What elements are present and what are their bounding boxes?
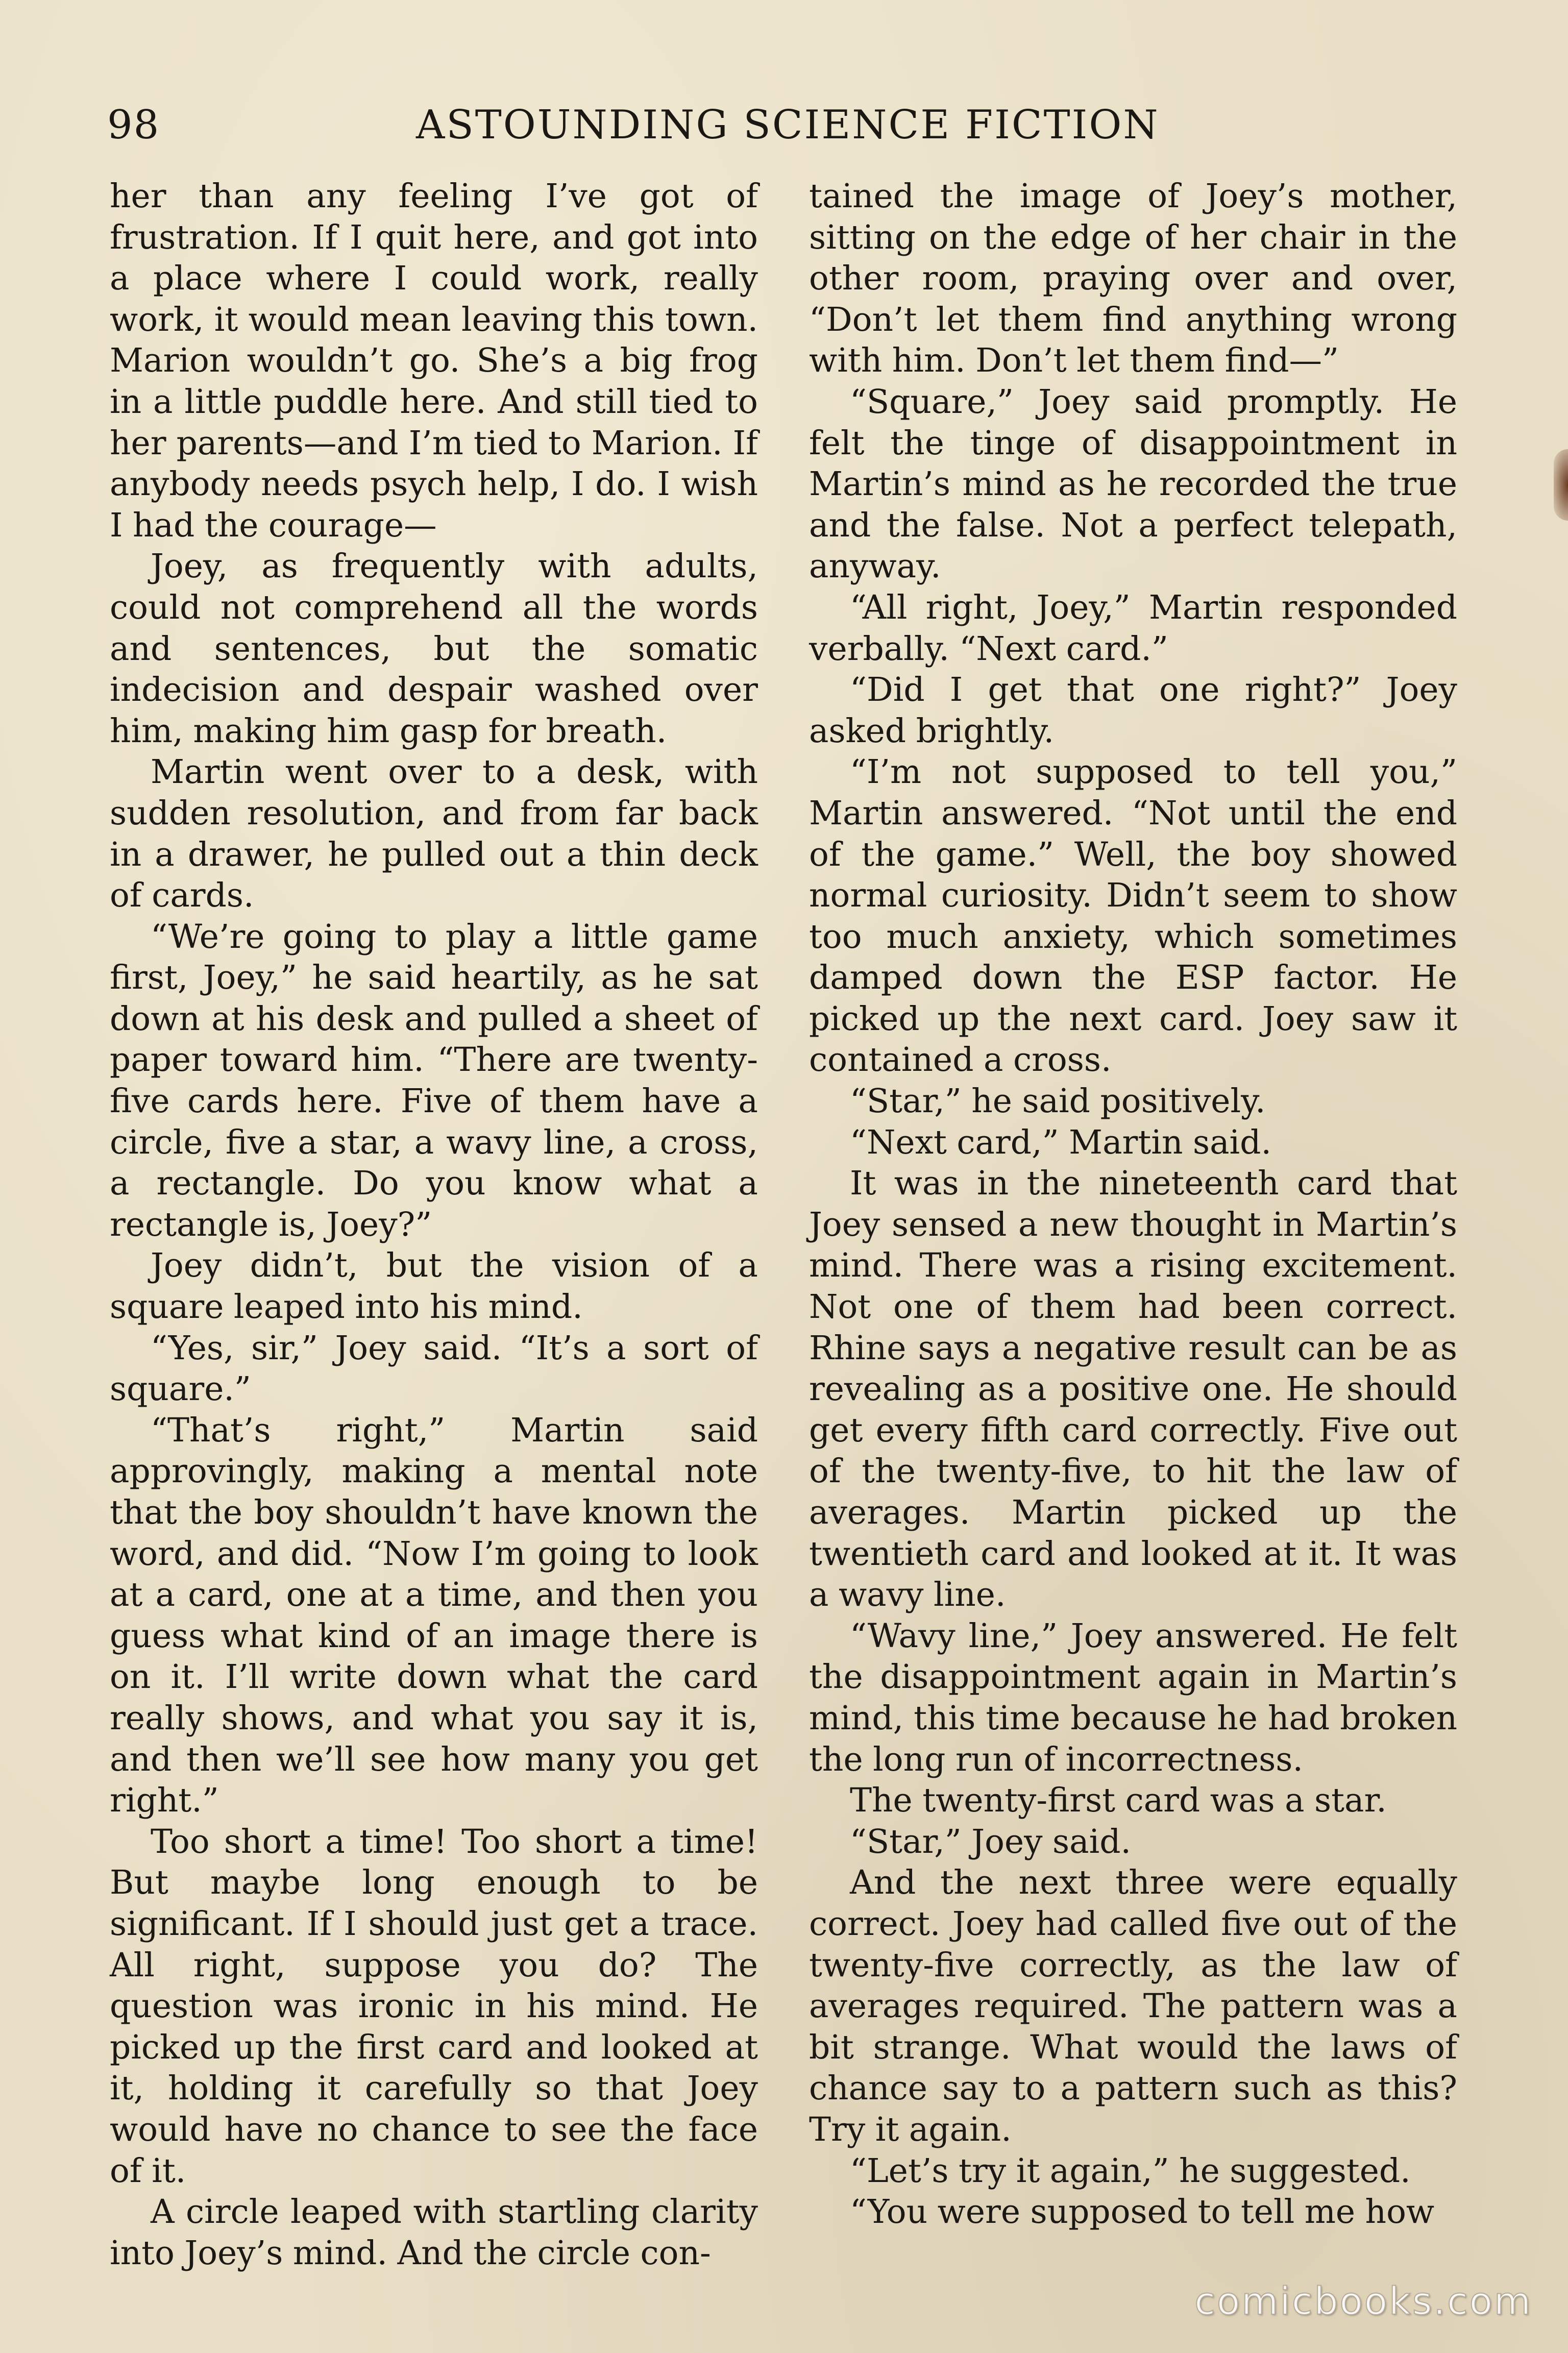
paragraph: Joey didn’t, but the vision of a square leaped into his mind. — [110, 1246, 758, 1327]
paragraph: “Next card,” Martin said. — [850, 1123, 1271, 1162]
paragraph: “Did I get that one right?” Joey asked brightly. — [809, 671, 1457, 750]
paragraph: It was in the nineteenth card that Joey sensed a new thought in Martin’s mind. There was a rising excitement. Not one of them had been correct. Rhine says a negative result can be as revealing as a positive one. He should get every fifth card correctly. Five out of the twenty-five, to hit the law of averages. Martin picked up the twentieth card and looked at it. It was a wavy line. — [809, 1164, 1457, 1614]
right-column — [809, 176, 1457, 2233]
paragraph: “Star,” Joey said. — [850, 1822, 1132, 1861]
paragraph: “Let’s try it again,” he suggested. — [850, 2151, 1411, 2190]
paragraph: “You were supposed to tell me how — [850, 2193, 1435, 2232]
paragraph: tained the image of Joey’s mother, sitting on the edge of her chair in the other room, praying over and over, “Don’t let them find anything wrong with him. Don’t let them find—” — [809, 177, 1457, 380]
paragraph: “Yes, sir,” Joey said. “It’s a sort of square.” — [110, 1329, 758, 1409]
paragraph: “All right, Joey,” Martin responded verbally. “Next card.” — [809, 588, 1457, 668]
paragraph: “Square,” Joey said promptly. He felt the tinge of disappointment in Martin’s mind as he recorded the true and the false. Not a perfect telepath, anyway. — [809, 382, 1457, 586]
paragraph: “That’s right,” Martin said approvingly, making a mental note that the boy shouldn’t have known the word, and did. “Now I’m going to look at a card, one at a time, and then you guess what kind of an image there is on it. I’ll write down what the card really shows, and what you say it is, and then we’ll see how many you get right.” — [110, 1411, 758, 1820]
watermark: comicbooks.com — [1194, 2280, 1532, 2323]
paragraph: “We’re going to play a little game first, Joey,” he said heartily, as he sat down at his desk and pulled a sheet of paper toward him. “There are twenty-five cards here. Five of them have a circle, five a star, a wavy line, a cross, a rectangle. Do you know what a rectangle is, Joey?” — [110, 917, 758, 1244]
paragraph: The twenty-first card was a star. — [850, 1781, 1387, 1820]
paragraph: And the next three were equally correct. Joey had called five out of the twenty-five correctly, as the law of averages required. The pattern was a bit strange. What would the laws of chance say to a pattern such as this? Try it again. — [809, 1864, 1457, 2149]
paragraph: Too short a time! Too short a time! But maybe long enough to be significant. If I should just get a trace. All right, suppose you do? The question was ironic in his mind. He picked up the first card and looked at it, holding it carefully so that Joey would have no chance to see the face of it. — [110, 1822, 758, 2190]
paragraph: A circle leaped with startling clarity into Joey’s mind. And the circle con- — [110, 2193, 758, 2272]
running-title: ASTOUNDING SCIENCE FICTION — [416, 102, 1160, 148]
page-edge-stain — [1554, 449, 1568, 521]
left-column — [110, 176, 758, 2274]
paragraph: “Star,” he said positively. — [850, 1082, 1266, 1121]
paragraph: “Wavy line,” Joey answered. He felt the disappointment again in Martin’s mind, this time because he had broken the long run of incorrectness. — [809, 1616, 1457, 1779]
page-number: 98 — [107, 102, 160, 148]
paragraph: Martin went over to a desk, with sudden resolution, and from far back in a drawer, he pulled out a thin deck of cards. — [110, 753, 758, 915]
paragraph: her than any feeling I’ve got of frustration. If I quit here, and got into a place where I could work, really work, it would mean leaving this town. Marion wouldn’t go. She’s a big frog in a little puddle here. And still tied to her parents—and I’m tied to Marion. If anybody needs psych help, I do. I wish I had the courage— — [110, 177, 758, 545]
page-header — [107, 102, 1455, 158]
paragraph: “I’m not supposed to tell you,” Martin answered. “Not until the end of the game.” Well, the boy showed normal curiosity. Didn’t seem to show too much anxiety, which sometimes damped down the ESP factor. He picked up the next card. Joey saw it contained a cross. — [809, 753, 1457, 1080]
paragraph: Joey, as frequently with adults, could not comprehend all the words and sentences, but the somatic indecision and despair washed over him, making him gasp for breath. — [110, 547, 758, 750]
